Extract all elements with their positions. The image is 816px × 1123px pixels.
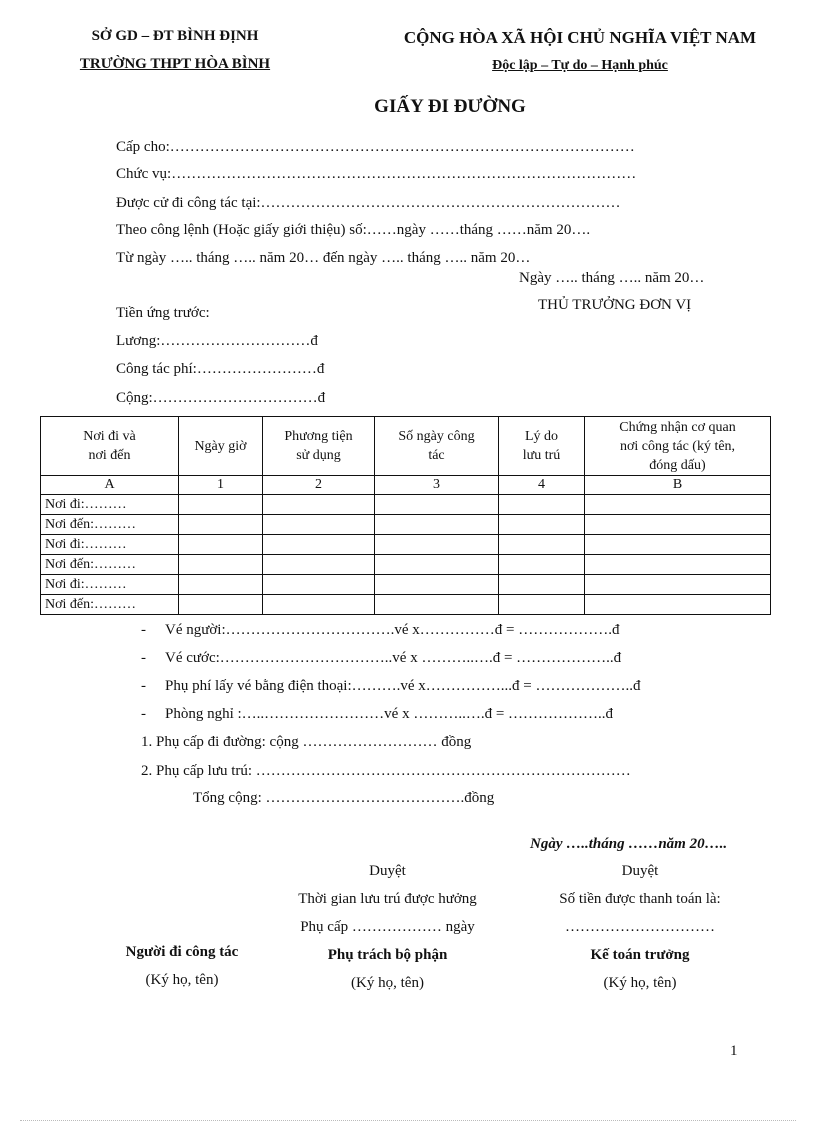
page-title: GIẤY ĐI ĐƯỜNG bbox=[374, 96, 526, 117]
row-label: Nơi đi:……… bbox=[41, 535, 179, 555]
cost-ve-nguoi: Vé người:…………………………….vé x……………đ = ……………….đ bbox=[165, 622, 620, 638]
row-label: Nơi đi:……… bbox=[41, 495, 179, 515]
table-header-row bbox=[41, 417, 771, 476]
cell[interactable] bbox=[263, 535, 375, 555]
code-2: 2 bbox=[263, 476, 375, 495]
table-row bbox=[41, 515, 771, 535]
cost-phong-nghi: Phòng nghỉ :…..……………………vé x ………..….đ = ………………..đ bbox=[165, 706, 614, 722]
field-cap-cho: Cấp cho:………………………………………………………………………………… bbox=[116, 139, 635, 155]
table-row bbox=[41, 495, 771, 515]
row-label: Nơi đến:……… bbox=[41, 595, 179, 615]
header-phuong-tien: Phương tiện sử dụng bbox=[263, 417, 375, 476]
cell[interactable] bbox=[585, 495, 771, 515]
field-theo-cong-lenh: Theo công lệnh (Hoặc giấy giới thiệu) số:……ngày ……tháng ……năm 20…. bbox=[116, 222, 591, 238]
cost-dash: - bbox=[141, 678, 146, 694]
cell[interactable] bbox=[375, 575, 499, 595]
approval-head: THỦ TRƯỞNG ĐƠN VỊ bbox=[538, 297, 692, 313]
cell[interactable] bbox=[585, 515, 771, 535]
cell[interactable] bbox=[499, 555, 585, 575]
code-4: 4 bbox=[499, 476, 585, 495]
cost-ve-cuoc: Vé cước:……………………………..vé x ………..….đ = ………………..đ bbox=[165, 650, 622, 666]
page-bottom-divider bbox=[20, 1120, 796, 1121]
school-name: TRƯỜNG THPT HÒA BÌNH bbox=[79, 56, 271, 72]
cell[interactable] bbox=[179, 555, 263, 575]
mid-duyet: Duyệt bbox=[369, 863, 406, 879]
advance-cong-tac-phi: Công tác phí:……………………đ bbox=[116, 361, 325, 377]
advance-label: Tiền ứng trước: bbox=[116, 305, 210, 321]
cell[interactable] bbox=[179, 575, 263, 595]
footer-date: Ngày …..tháng ……năm 20….. bbox=[530, 836, 728, 852]
cell[interactable] bbox=[499, 535, 585, 555]
cell[interactable] bbox=[499, 595, 585, 615]
cell[interactable] bbox=[179, 595, 263, 615]
field-tu-ngay: Từ ngày ….. tháng ….. năm 20… đến ngày ….. tháng ….. năm 20… bbox=[116, 250, 531, 266]
cell[interactable] bbox=[263, 555, 375, 575]
advance-cong: Cộng:……………………………đ bbox=[116, 390, 326, 406]
cell[interactable] bbox=[585, 535, 771, 555]
mid-line2: Phụ cấp ……………… ngày bbox=[300, 919, 475, 935]
sign3-title: Kế toán trưởng bbox=[590, 947, 690, 963]
cell[interactable] bbox=[375, 495, 499, 515]
header-noi-di: Nơi đi và nơi đến bbox=[41, 417, 179, 476]
code-b: B bbox=[585, 476, 771, 495]
cell[interactable] bbox=[263, 595, 375, 615]
cell[interactable] bbox=[375, 515, 499, 535]
republic-title: CỘNG HÒA XÃ HỘI CHỦ NGHĨA VIỆT NAM bbox=[403, 28, 757, 47]
phu-cap-di-duong: 1. Phụ cấp đi đường: cộng ……………………… đồng bbox=[141, 734, 472, 750]
right-line1: Số tiền được thanh toán là: bbox=[559, 891, 721, 907]
code-1: 1 bbox=[179, 476, 263, 495]
advance-luong: Lương:…………………………đ bbox=[116, 333, 318, 349]
cell[interactable] bbox=[263, 575, 375, 595]
sign3-sub: (Ký họ, tên) bbox=[603, 975, 677, 991]
cost-phu-phi: Phụ phí lấy vé bằng điện thoại:……….vé x……………...đ = ………………..đ bbox=[165, 678, 641, 694]
cell[interactable] bbox=[585, 595, 771, 615]
cell[interactable] bbox=[179, 535, 263, 555]
department-name: SỞ GD – ĐT BÌNH ĐỊNH bbox=[91, 28, 259, 44]
page-number: 1 bbox=[730, 1043, 738, 1059]
table-row bbox=[41, 595, 771, 615]
cost-dash: - bbox=[141, 650, 146, 666]
sign2-sub: (Ký họ, tên) bbox=[351, 975, 424, 991]
cell[interactable] bbox=[499, 575, 585, 595]
header-ly-do: Lý do lưu trú bbox=[499, 417, 585, 476]
approval-date: Ngày ….. tháng ….. năm 20… bbox=[519, 270, 705, 286]
phu-cap-luu-tru: 2. Phụ cấp lưu trú: ………………………………………………………………… bbox=[141, 763, 631, 779]
cell[interactable] bbox=[499, 495, 585, 515]
field-duoc-cu: Được cử đi công tác tại:……………………………………………………………… bbox=[116, 195, 621, 211]
code-a: A bbox=[41, 476, 179, 495]
right-line2: ………………………… bbox=[565, 919, 715, 935]
cost-dash: - bbox=[141, 622, 146, 638]
sign1-sub: (Ký họ, tên) bbox=[145, 972, 219, 988]
table-row bbox=[41, 555, 771, 575]
table-row bbox=[41, 575, 771, 595]
cell[interactable] bbox=[499, 515, 585, 535]
field-chuc-vu: Chức vụ:………………………………………………………………………………… bbox=[116, 166, 637, 182]
cost-dash: - bbox=[141, 706, 146, 722]
header-ngay-gio: Ngày giờ bbox=[179, 417, 263, 476]
cell[interactable] bbox=[585, 555, 771, 575]
mid-line1: Thời gian lưu trú được hưởng bbox=[298, 891, 477, 907]
travel-table bbox=[40, 416, 771, 615]
cell[interactable] bbox=[585, 575, 771, 595]
cell[interactable] bbox=[375, 535, 499, 555]
cell[interactable] bbox=[179, 495, 263, 515]
cell[interactable] bbox=[179, 515, 263, 535]
table-code-row bbox=[41, 476, 771, 495]
motto: Độc lập – Tự do – Hạnh phúc bbox=[492, 58, 668, 73]
cell[interactable] bbox=[375, 595, 499, 615]
row-label: Nơi đến:……… bbox=[41, 515, 179, 535]
table-row bbox=[41, 535, 771, 555]
sign1-title: Người đi công tác bbox=[125, 944, 239, 960]
header-so-ngay: Số ngày công tác bbox=[375, 417, 499, 476]
right-duyet: Duyệt bbox=[621, 863, 659, 879]
header-chung-nhan: Chứng nhận cơ quan nơi công tác (ký tên, đóng dấu) bbox=[585, 417, 771, 476]
cell[interactable] bbox=[375, 555, 499, 575]
cell[interactable] bbox=[263, 515, 375, 535]
sign2-title: Phụ trách bộ phận bbox=[327, 947, 448, 963]
code-3: 3 bbox=[375, 476, 499, 495]
row-label: Nơi đến:……… bbox=[41, 555, 179, 575]
row-label: Nơi đi:……… bbox=[41, 575, 179, 595]
tong-cong: Tổng cộng: ………………………………….đồng bbox=[193, 790, 495, 806]
cell[interactable] bbox=[263, 495, 375, 515]
